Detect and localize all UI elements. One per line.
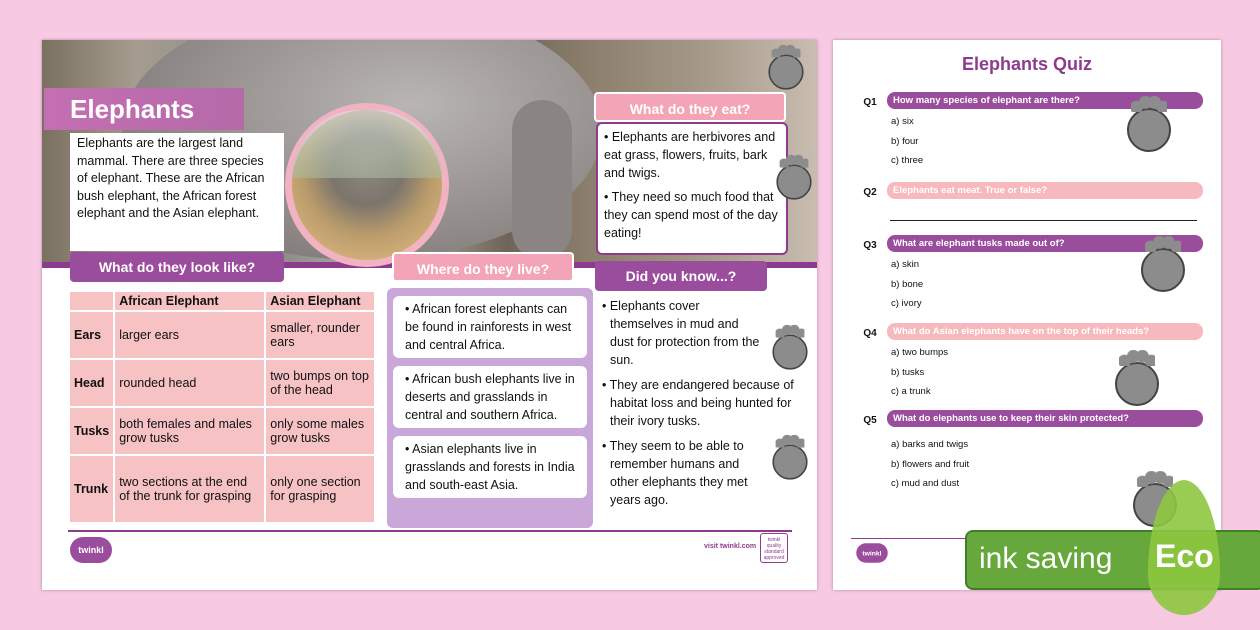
footer-line [851, 538, 971, 539]
dyk-heading: Did you know...? [595, 261, 767, 291]
option[interactable]: b) tusks [891, 366, 925, 378]
dyk-item: • Elephants cover themselves in mud and dust for protection from the sun. [602, 299, 760, 367]
dyk-item: • They seem to be able to remember humans and other elephants they met years ago. [602, 439, 748, 507]
question-text: Elephants eat meat. True or false? [887, 182, 1203, 199]
option[interactable]: a) six [891, 116, 914, 127]
live-heading: Where do they live? [392, 252, 574, 282]
comparison-table [68, 290, 376, 524]
quiz-title: Elephants Quiz [961, 54, 1093, 74]
table-cell: two bumps on top of the head [266, 360, 374, 406]
paw-print-icon [776, 164, 811, 199]
star-icon: Q2 [863, 187, 877, 198]
table-cell: smaller, rounder ears [266, 312, 374, 358]
table-cell: two sections at the end of the trunk for grasping [115, 456, 264, 522]
dyk-item: • They are endangered because of habitat loss and being hunted for their ivory tusks. [602, 378, 794, 428]
question-text: What are elephant tusks made out of? [887, 235, 1203, 252]
footer-line [68, 530, 792, 532]
intro-text: Elephants are the largest land mammal. There are three species of elephant. These are the African bush elephant, the African forest elephant and the Asian elephant. [70, 133, 284, 251]
star-icon: Q3 [863, 240, 877, 251]
star-icon: Q1 [863, 97, 877, 108]
answer-line[interactable] [890, 220, 1197, 221]
live-item: • Asian elephants live in grasslands and forests in India and south-east Asia. [393, 436, 587, 498]
paw-print-icon [772, 334, 807, 369]
eat-heading: What do they eat? [594, 92, 786, 122]
table-cell: larger ears [115, 312, 264, 358]
eco-label: Eco [1155, 538, 1214, 574]
table-cell: Tusks [70, 408, 113, 454]
option[interactable]: b) flowers and fruit [891, 458, 970, 470]
option[interactable]: c) three [891, 155, 924, 166]
paw-print-icon [768, 54, 803, 89]
twinkl-logo[interactable]: twinkl [70, 537, 112, 563]
table-cell: Ears [70, 312, 113, 358]
look-heading: What do they look like? [70, 252, 284, 282]
option[interactable]: a) skin [891, 259, 919, 270]
star-icon: Q5 [863, 415, 877, 426]
ink-saving-label: ink saving [979, 542, 1113, 575]
table-cell: rounded head [115, 360, 264, 406]
table-header: African Elephant [115, 292, 264, 310]
question-2 [853, 182, 1203, 199]
page-title: Elephants [44, 88, 244, 130]
option[interactable]: b) four [891, 135, 919, 147]
question-text: What do Asian elephants have on the top of their heads? [887, 323, 1203, 340]
question-text: How many species of elephant are there? [887, 92, 1203, 109]
table-cell: only one section for grasping [266, 456, 374, 522]
paw-print-icon [1141, 248, 1185, 292]
option[interactable]: c) mud and dust [891, 478, 960, 489]
table-cell: only some males grow tusks [266, 408, 374, 454]
table-cell: Trunk [70, 456, 113, 522]
quality-badge: twinkl quality standard approved [760, 533, 788, 563]
live-column [387, 288, 593, 528]
table-cell: Head [70, 360, 113, 406]
paw-print-icon [772, 444, 807, 479]
option[interactable]: b) bone [891, 278, 924, 290]
did-you-know-list [602, 297, 800, 516]
live-item: • African bush elephants live in deserts and grasslands in central and southern Africa. [393, 366, 587, 428]
option[interactable]: c) ivory [891, 298, 922, 309]
table-header [70, 292, 113, 310]
elephant-circle-photo [285, 103, 449, 267]
table-header: Asian Elephant [266, 292, 374, 310]
eat-box [596, 122, 788, 255]
star-icon: Q4 [863, 328, 877, 339]
twinkl-logo[interactable]: twinkl [856, 543, 888, 563]
question-text: What do elephants use to keep their skin protected? [887, 410, 1203, 427]
live-item: • African forest elephants can be found in rainforests in west and central Africa. [393, 296, 587, 358]
option[interactable]: a) barks and twigs [891, 439, 969, 450]
paw-print-icon [1127, 108, 1171, 152]
visit-link[interactable]: visit twinkl.com [704, 543, 757, 550]
fact-sheet-page [42, 40, 817, 590]
paw-print-icon [1115, 362, 1159, 406]
table-cell: both females and males grow tusks [115, 408, 264, 454]
option[interactable]: c) a trunk [891, 386, 931, 397]
eat-item: • Elephants are herbivores and eat grass, flowers, fruits, bark and twigs. [604, 130, 776, 180]
option[interactable]: a) two bumps [891, 347, 949, 358]
eat-item: • They need so much food that they can spend most of the day eating! [604, 190, 778, 240]
